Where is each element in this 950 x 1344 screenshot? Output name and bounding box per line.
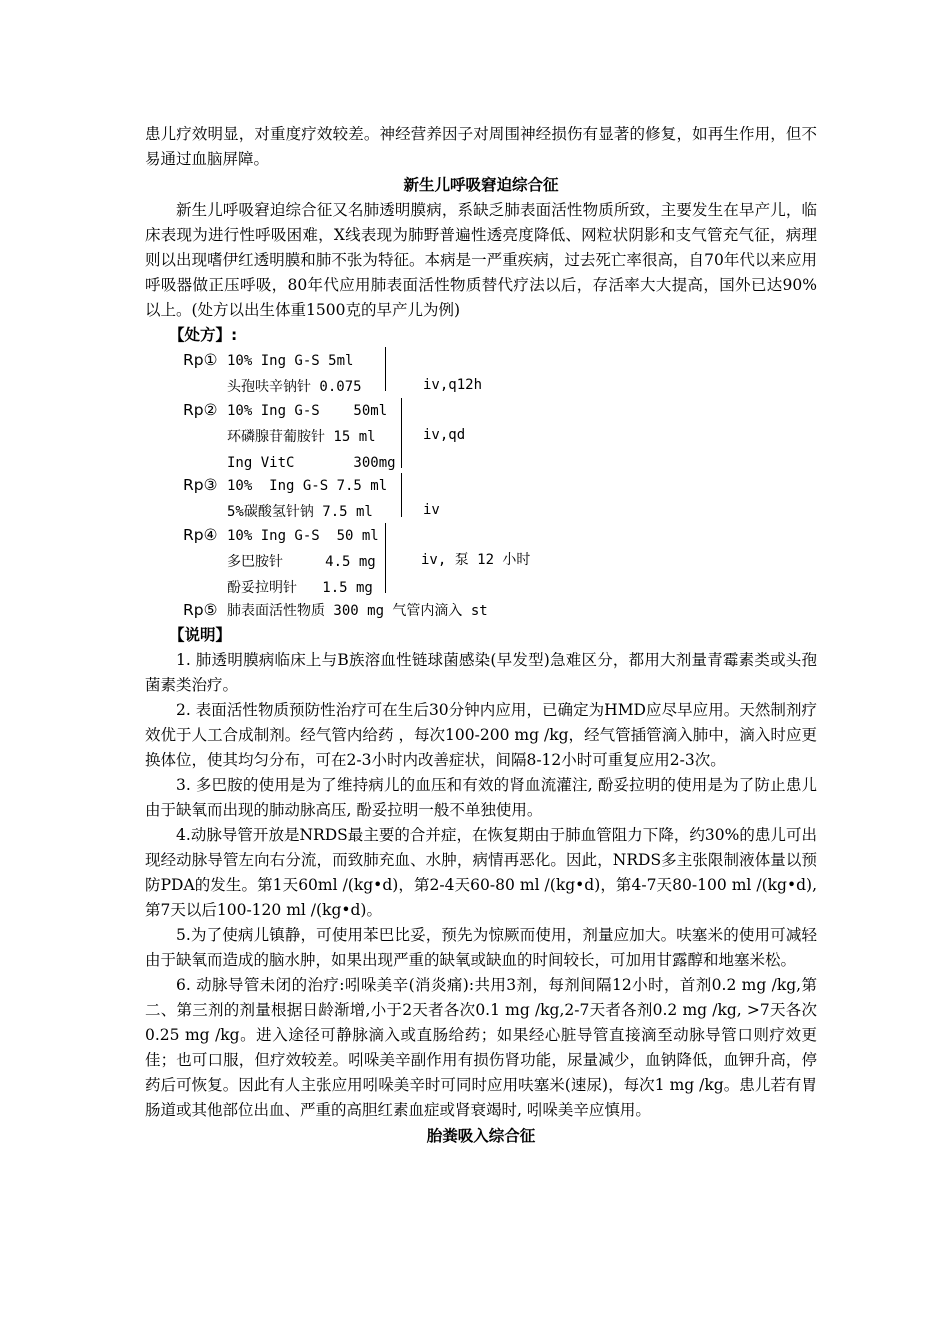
prescription-usage: iv,q12h xyxy=(423,377,483,393)
note-3: 3. 多巴胺的使用是为了维持病儿的血压和有效的肾血流灌注, 酚妥拉明的使用是为了防止患儿由于缺氧而出现的肺动脉高压, 酚妥拉明一般不单独使用。 xyxy=(145,776,817,819)
note-5: 5.为了使病儿镇静，可使用苯巴比妥，预先为惊厥而使用，剂量应加大。呋塞米的使用可减轻由于缺氧而造成的脑水肿，如果出现严重的缺氧或缺血的时间较长，可加用甘露醇和地塞米松。 xyxy=(145,926,817,969)
prescription-line: 10% Ing G-S 5ml xyxy=(227,353,354,369)
prescription-5 xyxy=(183,598,817,623)
prescription-number: Rp④ xyxy=(183,526,218,544)
prescription-bracket xyxy=(385,523,386,593)
prescription-4 xyxy=(183,523,817,598)
page-content xyxy=(145,122,817,1149)
prescription-2 xyxy=(183,398,817,473)
prescription-3 xyxy=(183,473,817,523)
intro-paragraph-tail: 患儿疗效明显，对重度疗效较差。神经营养因子对周围神经损伤有显著的修复，如再生作用，但不易通过血脑屏障。 xyxy=(145,125,817,168)
prescription-line: 头孢呋辛钠针 0.075 xyxy=(227,379,362,395)
prescription-line: Ing VitC 300mg xyxy=(227,455,396,471)
section-title-meconium: 胎粪吸入综合征 xyxy=(426,1127,536,1145)
prescription-line: 5%碳酸氢针钠 7.5 ml xyxy=(227,504,373,520)
prescription-line: 酚妥拉明针 1.5 mg xyxy=(227,580,373,596)
prescription-label: 【处方】: xyxy=(169,326,238,344)
prescription-usage: iv xyxy=(423,502,440,518)
prescription-line: 10% Ing G-S 7.5 ml xyxy=(227,478,388,494)
note-1: 1. 肺透明膜病临床上与B族溶血性链球菌感染(早发型)急难区分，都用大剂量青霉素类或头孢菌素类治疗。 xyxy=(145,651,817,694)
note-2: 2. 表面活性物质预防性治疗可在生后30分钟内应用，已确定为HMD应尽早应用。天然制剂疗效优于人工合成制剂。经气管内给药 ，每次100-200 mg /kg，经气管插管滴入肺中，滴入时应更换体位，使其均匀分布，可在2-3小时内改善症状，间隔8-12小时可重复应用2-3次。 xyxy=(145,701,817,769)
prescription-line: 10% Ing G-S 50 ml xyxy=(227,528,379,544)
prescription-bracket xyxy=(401,473,402,517)
notes-label: 【说明】 xyxy=(169,626,232,644)
prescription-number: Rp③ xyxy=(183,476,218,494)
prescription-1 xyxy=(183,348,817,398)
prescription-bracket xyxy=(401,398,402,468)
prescription-bracket xyxy=(385,347,386,391)
nrds-description-paragraph: 新生儿呼吸窘迫综合征又名肺透明膜病，系缺乏肺表面活性物质所致，主要发生在早产儿，临床表现为进行性呼吸困难，X线表现为肺野普遍性透亮度降低、网粒状阴影和支气管充气征，病理则以出现嗜伊红透明膜和肺不张为特征。本病是一严重疾病，过去死亡率很高，自70年代以来应用呼吸器做正压呼吸，80年代应用肺表面活性物质替代疗法以后，存活率大大提高，国外已达90%以上。(处方以出生体重1500克的早产儿为例) xyxy=(145,201,817,319)
note-4: 4.动脉导管开放是NRDS最主要的合并症，在恢复期由于肺血管阻力下降，约30%的患儿可出现经动脉导管左向右分流，而致肺充血、水肿，病情再恶化。因此，NRDS多主张限制液体量以预防PDA的发生。第1天60ml /(kg•d)，第2-4天60-80 ml /(kg•d)，第4-7天80-100 ml /(kg•d), 第7天以后100-120 ml /(kg•d)。 xyxy=(145,826,817,919)
note-6: 6. 动脉导管未闭的治疗:吲哚美辛(消炎痛):共用3剂，每剂间隔12小时，首剂0.2 mg /kg,第二、第三剂的剂量根据日龄渐增,小于2天者各次0.1 mg /kg,2-7天者各剂0.2 mg /kg, >7天各次0.25 mg /kg。进入途径可静脉滴入或直肠给药；如果经心脏导管直接滴至动脉导管口则疗效更佳；也可口服，但疗效较差。吲哚美辛副作用有损伤肾功能，尿量减少，血钠降低，血钾升高，停药后可恢复。因此有人主张应用吲哚美辛时可同时应用呋塞米(速尿)，每次1 mg /kg。患儿若有胃肠道或其他部位出血、严重的高胆红素血症或肾衰竭时, 吲哚美辛应慎用。 xyxy=(145,976,817,1119)
prescription-line: 10% Ing G-S 50ml xyxy=(227,403,388,419)
prescription-usage: iv, 泵 12 小时 xyxy=(421,552,531,568)
prescription-number: Rp② xyxy=(183,401,218,419)
prescription-line: 肺表面活性物质 300 mg 气管内滴入 st xyxy=(227,603,488,619)
prescription-usage: iv,qd xyxy=(423,427,466,443)
prescription-line: 环磷腺苷葡胺针 15 ml xyxy=(227,429,376,445)
prescription-number: Rp① xyxy=(183,351,218,369)
section-title-nrds: 新生儿呼吸窘迫综合征 xyxy=(403,176,559,194)
prescription-line: 多巴胺针 4.5 mg xyxy=(227,554,376,570)
prescription-number: Rp⑤ xyxy=(183,601,218,619)
